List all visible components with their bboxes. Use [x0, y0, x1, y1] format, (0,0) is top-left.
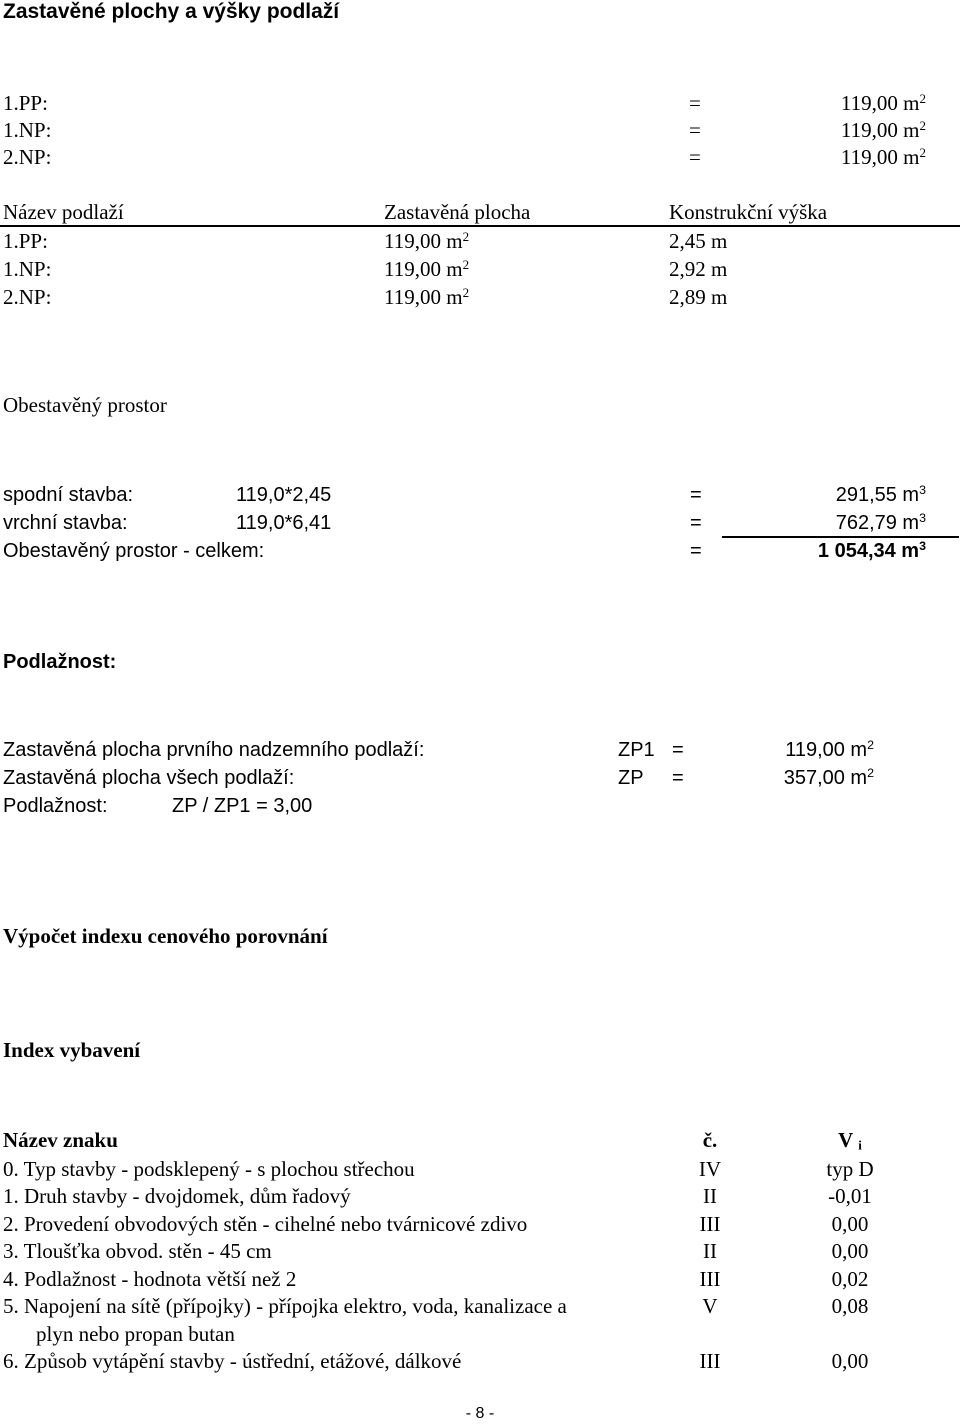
equipment-header-vi: V $_i$ [838, 1128, 862, 1153]
equipment-row-name: 4. Podlažnost - hodnota větší než 2 [3, 1267, 297, 1291]
table-header-rule [0, 225, 960, 227]
floor-ratio-result-label: Podlažnost: [3, 795, 108, 817]
equipment-row-num: V [702, 1294, 718, 1318]
floor-area-value: 119,00 $m^2$ [840, 144, 926, 169]
equipment-row-num: II [703, 1239, 717, 1263]
equipment-row-num: II [703, 1184, 717, 1208]
floor-ratio-label: Zastavěná plocha všech podlaží: [3, 767, 295, 789]
floor-ratio-value: 119,00 $m^2$ [785, 738, 874, 761]
equipment-row-name: 3. Tloušťka obvod. stěn - 45 cm [3, 1239, 272, 1263]
volume-row-label: vrchní stavba: [3, 512, 128, 534]
floor-area-label: 2.NP: [3, 145, 52, 169]
volume-title: Obestavěný prostor [3, 393, 167, 417]
table-cell-height: 2,92 m [669, 257, 728, 281]
page-heading: Zastavěné plochy a výšky podlaží [3, 0, 340, 23]
equipment-header-name: Název znaku [3, 1128, 118, 1152]
floor-ratio-equals: = [672, 739, 684, 761]
equipment-row-vi: 0,00 [831, 1212, 869, 1236]
table-cell-floor-name: 1.PP: [3, 229, 48, 253]
equipment-row-name: 2. Provedení obvodových stěn - cihelné nebo tvárnicové zdivo [3, 1212, 528, 1236]
equipment-header-num: č. [702, 1128, 718, 1152]
table-cell-height: 2,89 m [669, 285, 728, 309]
equipment-row-num: III [699, 1267, 721, 1291]
price-index-title: Výpočet indexu cenového porovnání [3, 924, 328, 948]
table-header-floor-name: Název podlaží [3, 200, 124, 224]
equipment-row-num: III [699, 1212, 721, 1236]
table-cell-floor-name: 2.NP: [3, 285, 52, 309]
page-number: - 8 - [465, 1405, 495, 1422]
table-cell-floor-name: 1.NP: [3, 257, 52, 281]
equipment-row-vi: 0,02 [831, 1267, 869, 1291]
equipment-row-vi: -0,01 [828, 1184, 872, 1208]
equipment-row-num: IV [698, 1157, 722, 1181]
floor-ratio-value: 357,00 $m^2$ [783, 766, 874, 789]
volume-row-value: 762,79 $m^3$ [835, 511, 926, 534]
floor-ratio-result-formula: ZP / ZP1 = 3,00 [172, 795, 313, 817]
equipment-row-vi: typ D [826, 1157, 874, 1181]
volume-total-equals: = [690, 540, 702, 562]
table-cell-height: 2,45 m [669, 229, 728, 253]
floor-ratio-code: ZP1 [618, 739, 655, 761]
equipment-row-vi: 0,00 [831, 1349, 869, 1373]
equipment-row-name: 5. Napojení na sítě (přípojky) - přípojka elektro, voda, kanalizace a [3, 1294, 567, 1318]
table-header-height: Konstrukční výška [669, 200, 828, 224]
equipment-row-vi: 0,08 [831, 1294, 869, 1318]
floor-area-label: 1.NP: [3, 118, 52, 142]
floor-ratio-code: ZP [618, 767, 644, 789]
table-header-built-area: Zastavěná plocha [384, 200, 531, 224]
floor-area-equals: = [689, 145, 701, 169]
floor-ratio-title: Podlažnost: [3, 651, 117, 673]
floor-area-value: 119,00 $m^2$ [840, 90, 926, 115]
volume-row-equals: = [690, 484, 702, 506]
volume-sum-rule [722, 536, 959, 538]
volume-total-label: Obestavěný prostor - celkem: [3, 540, 265, 562]
equipment-row-name-continued: plyn nebo propan butan [36, 1322, 235, 1346]
floor-area-value: 119,00 $m^2$ [840, 117, 926, 142]
equipment-row-name: 0. Typ stavby - podsklepený - s plochou střechou [3, 1157, 415, 1181]
table-cell-built-area: 119,00 $m^2$ [384, 228, 470, 253]
floor-ratio-equals: = [672, 767, 684, 789]
volume-row-formula: 119,0*6,41 [236, 512, 332, 534]
floor-ratio-label: Zastavěná plocha prvního nadzemního podlaží: [3, 739, 425, 761]
volume-row-label: spodní stavba: [3, 484, 134, 506]
floor-area-label: 1.PP: [3, 91, 48, 115]
equipment-row-num: III [699, 1349, 721, 1373]
volume-total-value: 1 054,34 $m^3$ [817, 539, 926, 562]
table-cell-built-area: 119,00 $m^2$ [384, 284, 470, 309]
volume-row-equals: = [690, 512, 702, 534]
volume-row-value: 291,55 $m^3$ [835, 483, 926, 506]
floor-area-equals: = [689, 118, 701, 142]
table-cell-built-area: 119,00 $m^2$ [384, 256, 470, 281]
volume-row-formula: 119,0*2,45 [236, 484, 332, 506]
equipment-row-name: 1. Druh stavby - dvojdomek, dům řadový [3, 1184, 351, 1208]
floor-area-equals: = [689, 91, 701, 115]
equipment-title: Index vybavení [3, 1038, 141, 1062]
equipment-row-vi: 0,00 [831, 1239, 869, 1263]
equipment-row-name: 6. Způsob vytápění stavby - ústřední, etážové, dálkové [3, 1349, 462, 1373]
